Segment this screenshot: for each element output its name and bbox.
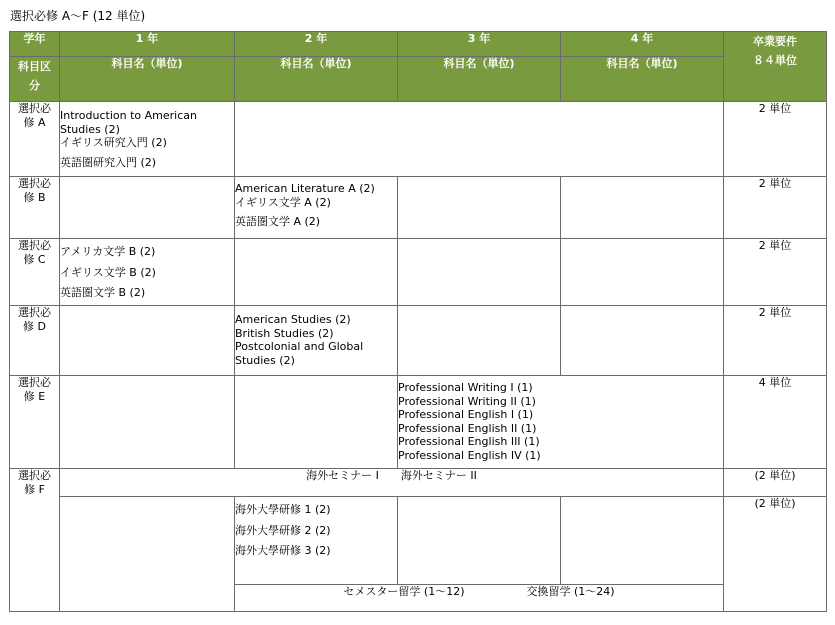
subject-header-2: 科目名（単位) bbox=[235, 57, 398, 102]
subject-header-4: 科目名（単位) bbox=[561, 57, 724, 102]
row-b-units: 2 単位 bbox=[724, 177, 827, 239]
row-f-year1-bottom bbox=[60, 585, 235, 612]
header-row-year bbox=[10, 32, 827, 57]
category-header-label: 科目区分 bbox=[10, 57, 60, 102]
table-row-d bbox=[10, 306, 827, 376]
row-f-year2-courses: 海外大學研修 1 (2) 海外大學研修 2 (2) 海外大學研修 3 (2) bbox=[235, 497, 398, 585]
category-d: 選択必 修 D bbox=[10, 306, 60, 376]
row-e-units: 4 単位 bbox=[724, 376, 827, 469]
table-row-c bbox=[10, 239, 827, 306]
row-f-units: (2 単位) bbox=[724, 497, 827, 612]
row-b-year1 bbox=[60, 177, 235, 239]
row-f-seminars bbox=[60, 469, 724, 497]
seminar-1: 海外セミナー I bbox=[306, 469, 379, 482]
row-c-year2 bbox=[235, 239, 398, 306]
row-d-year2-courses: American Studies (2) British Studies (2) Postcolonial and Global Studies (2) bbox=[235, 306, 398, 376]
table-row-e bbox=[10, 376, 827, 469]
row-f-year1 bbox=[60, 497, 235, 585]
category-b: 選択必 修 B bbox=[10, 177, 60, 239]
row-c-year1-courses: アメリカ文学 B (2) イギリス文学 B (2) 英語圏文学 B (2) bbox=[60, 239, 235, 306]
row-a-units: 2 単位 bbox=[724, 102, 827, 177]
year-1-header: 1 年 bbox=[60, 32, 235, 57]
row-f-study-abroad bbox=[235, 585, 724, 612]
row-f-year3 bbox=[398, 497, 561, 585]
year-header-label: 学年 bbox=[10, 32, 60, 57]
table-row-f-training bbox=[10, 497, 827, 585]
row-f-seminar-units: (2 単位) bbox=[724, 469, 827, 497]
row-d-year1 bbox=[60, 306, 235, 376]
year-3-header: 3 年 bbox=[398, 32, 561, 57]
category-f: 選択必 修 F bbox=[10, 469, 60, 612]
semester-study-abroad: セメスター留学 (1～12) bbox=[343, 585, 465, 598]
category-c: 選択必 修 C bbox=[10, 239, 60, 306]
course-table bbox=[9, 31, 827, 612]
page-title: 選択必修 A～F (12 単位) bbox=[10, 9, 146, 23]
row-c-units: 2 単位 bbox=[724, 239, 827, 306]
row-d-year3 bbox=[398, 306, 561, 376]
row-b-year4 bbox=[561, 177, 724, 239]
row-a-year1-courses: Introduction to American Studies (2) イギリス研究入門 (2) 英語圏研究入門 (2) bbox=[60, 102, 235, 177]
row-f-year4 bbox=[561, 497, 724, 585]
row-d-year4 bbox=[561, 306, 724, 376]
row-c-year3 bbox=[398, 239, 561, 306]
table-row-a bbox=[10, 102, 827, 177]
table-row-f-study-abroad bbox=[10, 585, 827, 612]
table-row-b bbox=[10, 177, 827, 239]
subject-header-1: 科目名（単位) bbox=[60, 57, 235, 102]
seminar-2: 海外セミナー II bbox=[400, 469, 477, 482]
category-a: 選択必 修 A bbox=[10, 102, 60, 177]
table-row-f-seminar bbox=[10, 469, 827, 497]
row-a-empty bbox=[235, 102, 724, 177]
row-b-year2-courses: American Literature A (2) イギリス文学 A (2) 英語圏文学 A (2) bbox=[235, 177, 398, 239]
header-row-subject bbox=[10, 57, 827, 102]
row-c-year4 bbox=[561, 239, 724, 306]
year-2-header: 2 年 bbox=[235, 32, 398, 57]
row-e-year2 bbox=[235, 376, 398, 469]
row-e-year3-courses: Professional Writing I (1) Professional Writing II (1) Professional English I (1) Professional English II (1) Professional English III (1) Professional English IV (1) bbox=[398, 376, 724, 469]
row-e-year1 bbox=[60, 376, 235, 469]
row-b-year3 bbox=[398, 177, 561, 239]
year-4-header: 4 年 bbox=[561, 32, 724, 57]
subject-header-3: 科目名（単位) bbox=[398, 57, 561, 102]
exchange-study-abroad: 交換留学 (1～24) bbox=[526, 585, 615, 598]
graduation-requirement-header bbox=[724, 32, 827, 102]
row-d-units: 2 単位 bbox=[724, 306, 827, 376]
grad-req-label: 卒業要件 bbox=[753, 35, 797, 48]
category-e: 選択必 修 E bbox=[10, 376, 60, 469]
grad-req-units: ８４単位 bbox=[753, 54, 797, 67]
